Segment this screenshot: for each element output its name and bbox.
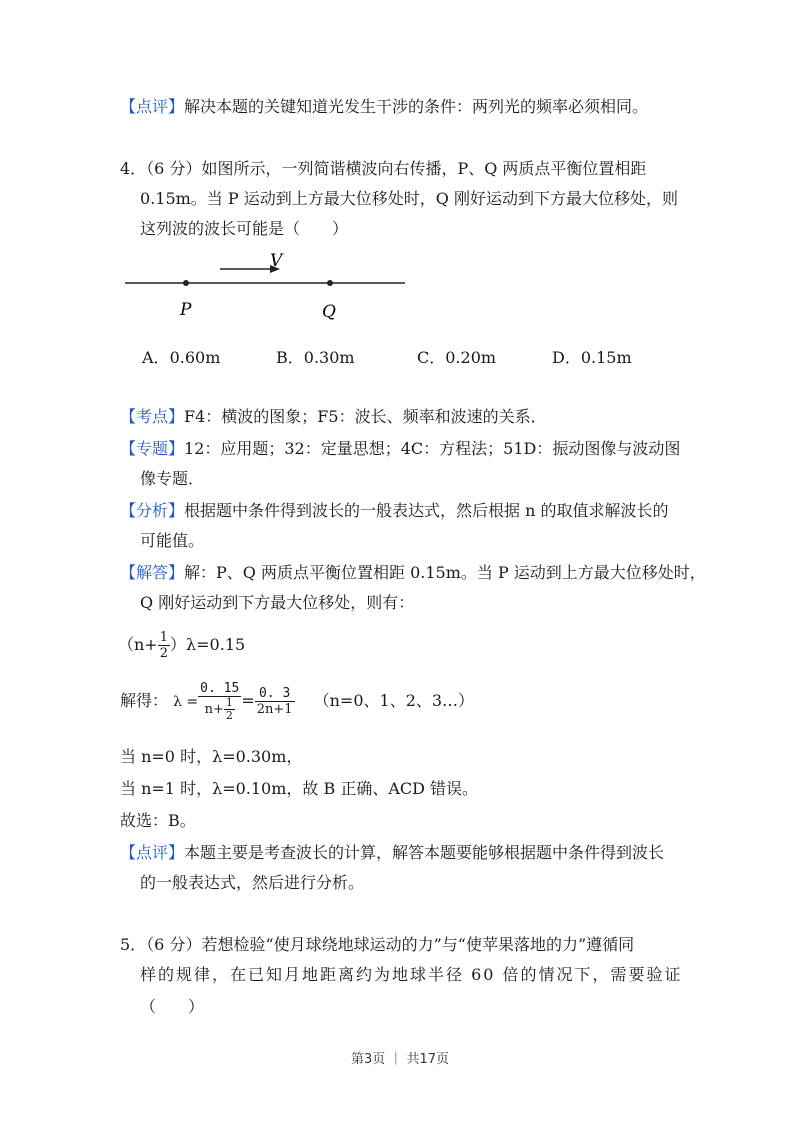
page-footer — [0, 1048, 800, 1067]
question-5-line-3: （ ） — [140, 997, 205, 1016]
zhuanti: 【专题】12：应用题；32：定量思想；4C：方程法；51D：振动图像与波动图 — [120, 439, 681, 458]
review-text: 解决本题的关键知道光发生干涉的条件：两列光的频率必须相同。 — [184, 97, 649, 116]
case-n0: 当 n=0 时，λ=0.30m， — [120, 747, 303, 766]
fraction-lambda-2: $\frac{0. 3}{2n+1}$ — [256, 686, 293, 717]
kaodian: 【考点】F4：横波的图象；F5：波长、频率和波速的关系． — [120, 407, 547, 426]
fenxi-cont: 可能值。 — [140, 531, 205, 550]
fraction-lambda-1: 0. 15 n+ $\frac{1}{2}$ — [200, 681, 240, 722]
equation-1: （n+ $\frac{1}{2}$ ）λ=0.15 — [118, 630, 246, 661]
question-5-line-2: 样的规律，在已知月地距离约为地球半径 60 倍的情况下，需要验证 — [140, 965, 683, 984]
jieda-cont: Q 刚好运动到下方最大位移处，则有： — [140, 593, 415, 612]
option-c: C．0.20m — [417, 348, 497, 367]
point-p-label: P — [180, 300, 192, 320]
question-4-line-3: 这列波的波长可能是（ ） — [140, 219, 349, 238]
jieda: 【解答】解：P、Q 两质点平衡位置相距 0.15m。当 P 运动到上方最大位移处时， — [120, 563, 706, 582]
question-4-line-1: 4．（6 分）如图所示，一列简谐横波向右传播，P、Q 两质点平衡位置相距 — [120, 159, 647, 178]
dianping: 【点评】本题主要是考查波长的计算，解答本题要能够根据题中条件得到波长 — [120, 843, 665, 862]
velocity-label: V — [270, 251, 283, 271]
question-4-line-2: 0.15m。当 P 运动到上方最大位移处时，Q 刚好运动到下方最大位移处，则 — [140, 189, 678, 208]
zhuanti-cont: 像专题． — [140, 469, 205, 488]
question-5-line-1: 5．（6 分）若想检验“使月球绕地球运动的力”与“使苹果落地的力”遵循同 — [120, 935, 635, 954]
fenxi: 【分析】根据题中条件得到波长的一般表达式，然后根据 n 的取值求解波长的 — [120, 501, 669, 520]
equation-2: 解得： λ = 0. 15 n+ $\frac{1}{2}$ = $\frac{0. 3}{2n+1}$ （n=0、1、2、3…） — [120, 681, 475, 722]
wave-diagram — [120, 250, 420, 325]
point-p — [183, 280, 189, 286]
page-number: 第3页 — [350, 1052, 386, 1067]
point-q-label: Q — [322, 302, 336, 322]
review-tag: 【点评】 — [120, 97, 185, 116]
option-a: A．0.60m — [142, 348, 221, 367]
option-d: D．0.15m — [552, 348, 632, 367]
footer-separator: ｜ — [389, 1052, 403, 1067]
case-n1: 当 n=1 时，λ=0.10m，故 B 正确、ACD 错误。 — [120, 779, 479, 798]
answer: 故选：B。 — [120, 811, 196, 830]
fraction-half: $\frac{1}{2}$ — [159, 630, 168, 661]
point-q — [327, 280, 333, 286]
review-previous — [120, 96, 648, 118]
page-total: 共17页 — [406, 1052, 450, 1067]
dianping-cont: 的一般表达式，然后进行分析。 — [140, 873, 365, 892]
option-b: B．0.30m — [276, 348, 355, 367]
